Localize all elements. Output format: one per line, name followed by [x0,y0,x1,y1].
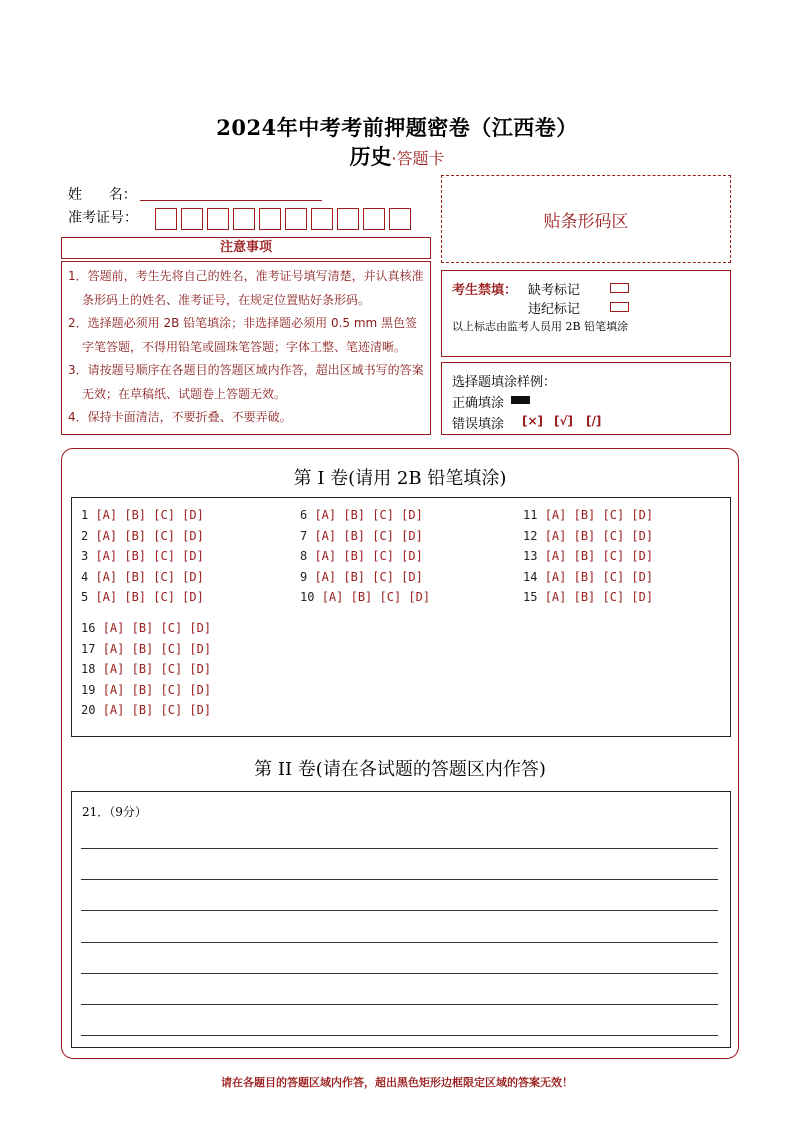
wrong-mark-check: [√] [554,414,573,428]
id-digit-box[interactable] [233,208,255,230]
choice-question-row [81,508,211,523]
option-bubble[interactable]: [D] [401,569,431,584]
choice-question-row [523,529,660,544]
question-number: 19 [81,682,103,697]
option-bubble[interactable]: [C] [160,682,190,697]
choice-question-row [523,590,660,605]
option-bubble[interactable]: [A] [95,549,125,563]
choice-question-row [81,703,218,718]
option-bubble[interactable]: [C] [602,549,632,563]
answer-line[interactable] [81,1035,718,1036]
id-number-boxes[interactable] [155,208,415,230]
notice-item: 3．请按题号顺序在各题目的答题区域内作答，超出区域书写的答案无效；在草稿纸、试题卷上答题无效。 [68,363,424,401]
choice-question-row [81,590,211,605]
notice-list [61,261,431,435]
option-bubble[interactable]: [B] [131,662,161,676]
answer-line[interactable] [81,942,718,943]
name-field[interactable] [140,200,322,201]
subject-heading [0,141,794,171]
absent-label: 缺考标记 [528,283,581,298]
option-bubble[interactable]: [A] [95,569,125,584]
question-number: 7 [300,528,315,543]
question-number: 13 [523,549,545,563]
option-bubble[interactable]: [C] [160,662,190,676]
option-bubble[interactable]: [C] [160,641,190,656]
answer-line[interactable] [81,973,718,974]
choice-question-row [81,662,218,677]
option-bubble[interactable]: [C] [379,590,409,604]
violation-mark-box[interactable] [610,302,629,312]
option-bubble[interactable]: [A] [102,662,132,676]
correct-fill-sample [511,396,530,404]
option-bubble[interactable]: [A] [102,682,132,697]
choice-question-row [300,529,430,544]
option-bubble[interactable]: [C] [160,703,190,717]
choice-question-row [523,508,660,523]
option-bubble[interactable]: [B] [124,528,154,543]
forbidden-note: 以上标志由监考人员用 2B 铅笔填涂 [452,320,629,333]
id-digit-box[interactable] [337,208,359,230]
option-bubble[interactable]: [B] [573,528,603,543]
option-bubble[interactable]: [D] [189,662,219,676]
option-bubble[interactable]: [A] [314,549,344,563]
option-bubble[interactable]: [C] [153,590,183,604]
option-bubble[interactable]: [A] [102,703,132,717]
question-number: 8 [300,549,315,563]
fill-sample-heading: 选择题填涂样例： [452,375,557,390]
option-bubble[interactable]: [D] [631,569,661,584]
option-bubble[interactable]: [C] [372,528,402,543]
option-bubble[interactable]: [A] [544,549,574,563]
barcode-area [441,175,731,263]
name-label: 姓 名： [68,187,137,203]
forbidden-label: 考生禁填： [452,283,518,298]
wrong-fill-label: 错误填涂 [452,417,505,432]
option-bubble[interactable]: [B] [131,703,161,717]
option-bubble[interactable]: [B] [573,590,603,604]
forbidden-box [441,270,731,357]
section1-title: 第 I 卷(请用 2B 铅笔填涂) [293,468,507,489]
option-bubble[interactable]: [D] [189,621,219,635]
question-number: 12 [523,528,545,543]
option-bubble[interactable]: [C] [602,508,632,522]
choice-question-row [81,642,218,657]
option-bubble[interactable]: [B] [573,569,603,584]
choice-question-row [81,621,218,636]
choice-question-row [523,570,660,585]
option-bubble[interactable]: [B] [124,590,154,604]
question-number: 17 [81,641,103,656]
question-number: 15 [523,590,545,604]
choice-question-row [523,549,660,564]
option-bubble[interactable]: [D] [631,549,661,563]
option-bubble[interactable]: [A] [102,641,132,656]
option-bubble[interactable]: [B] [343,549,373,563]
page-title: 2024年中考考前押题密卷（江西卷） [216,115,578,140]
option-bubble[interactable]: [C] [602,590,632,604]
option-bubble[interactable]: [D] [401,549,431,563]
option-bubble[interactable]: [B] [343,528,373,543]
option-bubble[interactable]: [C] [153,549,183,563]
id-digit-box[interactable] [363,208,385,230]
option-bubble[interactable]: [D] [189,641,219,656]
option-bubble[interactable]: [D] [408,590,438,604]
question-number: 3 [81,549,96,563]
option-bubble[interactable]: [A] [95,590,125,604]
option-bubble[interactable]: [A] [321,590,351,604]
option-bubble[interactable]: [D] [182,549,212,563]
question-number: 6 [300,508,315,522]
option-bubble[interactable]: [B] [124,569,154,584]
essay-answer-box [71,791,731,1048]
id-digit-box[interactable] [311,208,333,230]
option-bubble[interactable]: [D] [182,528,212,543]
option-bubble[interactable]: [D] [631,508,661,522]
footer-warning: 请在各题目的答题区域内作答，超出黑色矩形边框限定区域的答案无效！ [221,1076,573,1089]
option-bubble[interactable]: [A] [314,569,344,584]
choice-question-row [81,570,211,585]
option-bubble[interactable]: [D] [189,682,219,697]
option-bubble[interactable]: [C] [153,508,183,522]
option-bubble[interactable]: [A] [544,569,574,584]
section2-title: 第 II 卷(请在各试题的答题区内作答) [254,759,546,780]
question-number: 9 [300,569,315,584]
option-bubble[interactable]: [B] [124,508,154,522]
option-bubble[interactable]: [D] [182,569,212,584]
choice-question-row [300,549,430,564]
choice-question-row [300,570,430,585]
option-bubble[interactable]: [D] [182,590,212,604]
option-bubble[interactable]: [B] [124,549,154,563]
id-digit-box[interactable] [155,208,177,230]
option-bubble[interactable]: [B] [573,549,603,563]
answer-line[interactable] [81,879,718,880]
question-number: 18 [81,662,103,676]
option-bubble[interactable]: [A] [314,528,344,543]
option-bubble[interactable]: [C] [602,528,632,543]
notice-item: 4．保持卡面清洁，不要折叠、不要弄破。 [68,410,292,424]
option-bubble[interactable]: [C] [372,569,402,584]
id-digit-box[interactable] [207,208,229,230]
option-bubble[interactable]: [A] [95,508,125,522]
option-bubble[interactable]: [D] [401,528,431,543]
answer-line[interactable] [81,910,718,911]
choice-question-row [81,549,211,564]
subject-name: 历史 [349,144,392,169]
option-bubble[interactable]: [A] [544,528,574,543]
choice-question-row [81,529,211,544]
option-bubble[interactable]: [A] [544,590,574,604]
option-bubble[interactable]: [D] [401,508,431,522]
violation-label: 违纪标记 [528,302,581,317]
id-label: 准考证号： [68,210,138,226]
option-bubble[interactable]: [A] [544,508,574,522]
id-digit-box[interactable] [259,208,281,230]
option-bubble[interactable]: [B] [131,641,161,656]
option-bubble[interactable]: [A] [102,621,132,635]
wrong-mark-slash: [/] [586,414,602,428]
option-bubble[interactable]: [C] [153,569,183,584]
option-bubble[interactable]: [C] [372,549,402,563]
correct-fill-label: 正确填涂 [452,396,505,411]
answer-line[interactable] [81,1004,718,1005]
option-bubble[interactable]: [D] [631,528,661,543]
wrong-mark-x: [×] [522,414,544,428]
question-number: 1 [81,508,96,522]
absent-mark-box[interactable] [610,283,629,293]
choice-question-row [81,683,218,698]
fill-sample-box [441,362,731,435]
question-number: 4 [81,569,96,584]
question-number: 16 [81,621,103,635]
question-number: 11 [523,508,545,522]
subject-suffix: ·答题卡 [391,149,445,168]
notice-heading: 注意事项 [61,237,431,259]
option-bubble[interactable]: [B] [131,621,161,635]
question-21-label: 21．（9分） [82,805,147,819]
notice-item: 1．答题前，考生先将自己的姓名，准考证号填写清楚，并认真核准条形码上的姓名、准考证号，在规定位置贴好条形码。 [68,269,424,307]
option-bubble[interactable]: [C] [160,621,190,635]
option-bubble[interactable]: [A] [314,508,344,522]
question-number: 5 [81,590,96,604]
option-bubble[interactable]: [B] [350,590,380,604]
question-number: 14 [523,569,545,584]
id-digit-box[interactable] [285,208,307,230]
option-bubble[interactable]: [B] [573,508,603,522]
option-bubble[interactable]: [A] [95,528,125,543]
id-digit-box[interactable] [389,208,411,230]
option-bubble[interactable]: [B] [131,682,161,697]
question-number: 20 [81,703,103,717]
choice-question-row [300,590,437,605]
question-number: 2 [81,528,96,543]
notice-item: 2．选择题必须用 2B 铅笔填涂；非选择题必须用 0.5 mm 黑色签字笔答题，不得用铅笔或圆珠笔答题；字体工整、笔迹清晰。 [68,316,418,354]
option-bubble[interactable]: [C] [153,528,183,543]
question-number: 10 [300,590,322,604]
option-bubble[interactable]: [D] [189,703,219,717]
answer-line[interactable] [81,848,718,849]
option-bubble[interactable]: [C] [602,569,632,584]
option-bubble[interactable]: [C] [372,508,402,522]
option-bubble[interactable]: [D] [631,590,661,604]
option-bubble[interactable]: [B] [343,508,373,522]
choice-question-row [300,508,430,523]
barcode-label: 贴条形码区 [543,211,629,232]
option-bubble[interactable]: [D] [182,508,212,522]
option-bubble[interactable]: [B] [343,569,373,584]
id-digit-box[interactable] [181,208,203,230]
